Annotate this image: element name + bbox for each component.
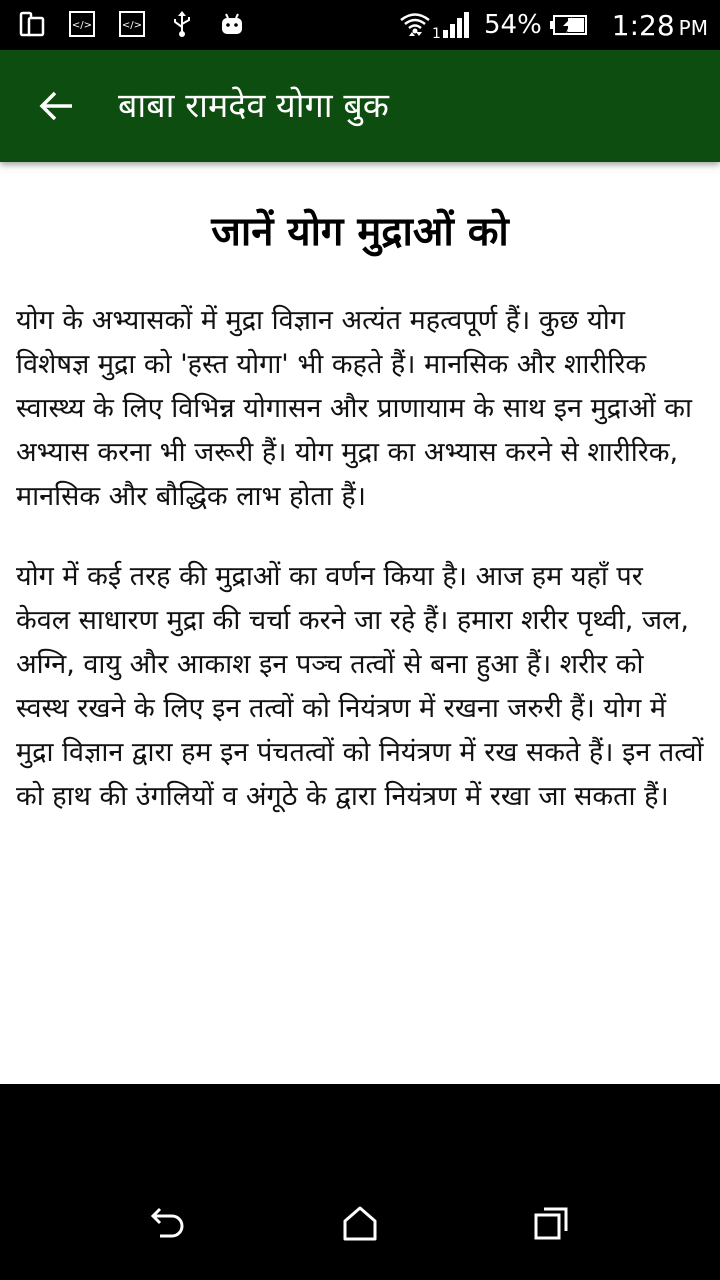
cellular-signal-icon	[432, 8, 474, 42]
app-title: बाबा रामदेव योगा बुक	[118, 86, 389, 126]
android-icon	[218, 10, 246, 38]
article-heading: जानें योग मुद्राओं को	[211, 209, 509, 255]
svg-text:1: 1	[431, 26, 441, 42]
usb-icon	[168, 10, 196, 38]
app-bar	[0, 50, 720, 162]
phone-tablet-icon	[18, 10, 46, 38]
article-content[interactable]	[0, 162, 720, 1084]
nav-back-button[interactable]	[136, 1194, 196, 1254]
recents-nav-icon	[532, 1204, 572, 1244]
nav-recents-button[interactable]	[522, 1194, 582, 1254]
svg-text:</>: </>	[71, 20, 93, 31]
notification-icons	[18, 10, 246, 38]
back-nav-icon	[146, 1204, 186, 1244]
wifi-icon	[398, 8, 432, 42]
nav-home-button[interactable]	[330, 1194, 390, 1254]
arrow-back-icon	[36, 86, 76, 126]
clock-time: 1:28	[611, 8, 675, 42]
status-bar	[0, 0, 720, 50]
code-icon	[118, 10, 146, 38]
system-indicators	[398, 8, 708, 42]
svg-text:</>: </>	[121, 20, 143, 31]
article-paragraph: योग के अभ्यासकों में मुद्रा विज्ञान अत्यंत महत्वपूर्ण हैं। कुछ योग विशेषज्ञ मुद्रा को 'हस्त योगा' भी कहते हैं। मानसिक और शारीरिक स्वास्थ्य के लिए विभिन्न योगासन और प्राणायाम के साथ इन मुद्राओं का अभ्यास करना भी जरूरी हैं। योग मुद्रा का अभ्यास करने से शारीरिक, मानसिक और बौद्धिक लाभ होता हैं।	[16, 305, 692, 512]
clock-ampm: PM	[678, 15, 708, 40]
article-paragraph: योग में कई तरह की मुद्राओं का वर्णन किया है। आज हम यहाँ पर केवल साधारण मुद्रा की चर्चा करने जा रहे हैं। हमारा शरीर पृथ्वी, जल, अग्नि, वायु और आकाश इन पञ्च तत्वों से बना हुआ हैं। शरीर को स्वस्थ रखने के लिए इन तत्वों को नियंत्रण में रखना जरुरी हैं। योग में मुद्रा विज्ञान द्वारा हम इन पंचतत्वों को नियंत्रण में रख सकते हैं। इन तत्वों को हाथ की उंगलियों व अंगूठे के द्वारा नियंत्रण में रखा जा सकता हैं।	[16, 561, 704, 812]
battery-percent: 54%	[483, 10, 542, 40]
back-button[interactable]	[24, 78, 88, 134]
navigation-bar	[0, 1084, 720, 1280]
battery-charging-icon	[548, 8, 592, 42]
clock	[612, 9, 708, 42]
code-icon	[68, 10, 96, 38]
home-nav-icon	[340, 1204, 380, 1244]
